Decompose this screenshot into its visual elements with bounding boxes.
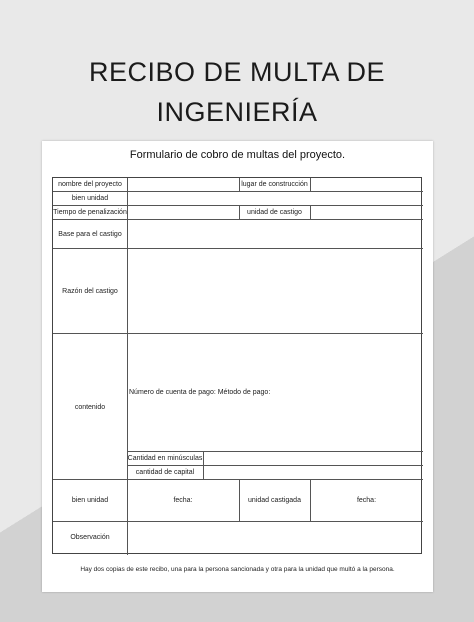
label-amount-capital: cantidad de capital: [135, 469, 195, 476]
row-divider: [53, 479, 423, 480]
punishment-unit-field[interactable]: [311, 206, 421, 218]
page-title: [0, 52, 474, 132]
construction-site-field[interactable]: [311, 179, 421, 190]
content-field[interactable]: [128, 334, 422, 450]
label-unit-sign: bien unidad: [71, 497, 109, 504]
amount-capital-field[interactable]: [204, 466, 422, 478]
label-punishment-unit: unidad de castigo: [247, 209, 302, 216]
form-table: [52, 177, 422, 554]
project-name-field[interactable]: [128, 179, 238, 190]
title-line-1: RECIBO DE MULTA DE: [88, 57, 386, 87]
label-date-2: fecha:: [356, 497, 377, 504]
label-date-1: fecha:: [173, 497, 193, 504]
receipt-form: [42, 141, 433, 592]
title-line-2: INGENIERÍA: [156, 97, 318, 127]
payment-account-label: Número de cuenta de pago: Método de pago:: [129, 389, 271, 396]
observation-field[interactable]: [128, 522, 422, 553]
label-reason: Razón del castigo: [62, 288, 118, 295]
label-construction-site: lugar de construcción: [241, 181, 308, 188]
label-basis: Base para el castigo: [58, 231, 122, 238]
footnote: Hay dos copias de este recibo, una para la persona sancionada y otra para la unidad que multó a la persona.: [80, 566, 395, 573]
unit-field[interactable]: [128, 192, 422, 204]
form-title: Formulario de cobro de multas del proyecto.: [129, 149, 346, 161]
penalty-time-field[interactable]: [128, 206, 238, 218]
label-project-name: nombre del proyecto: [58, 181, 122, 188]
label-content: contenido: [74, 404, 106, 411]
amount-lowercase-field[interactable]: [204, 452, 422, 464]
label-observation: Observación: [70, 534, 110, 541]
label-unit: bien unidad: [71, 195, 109, 202]
label-penalty-time: Tiempo de penalización: [53, 209, 127, 216]
label-amount-lowercase: Cantidad en minúsculas: [127, 455, 203, 462]
label-punished-unit: unidad castigada: [248, 497, 301, 504]
reason-field[interactable]: [128, 249, 422, 332]
basis-field[interactable]: [128, 220, 422, 247]
